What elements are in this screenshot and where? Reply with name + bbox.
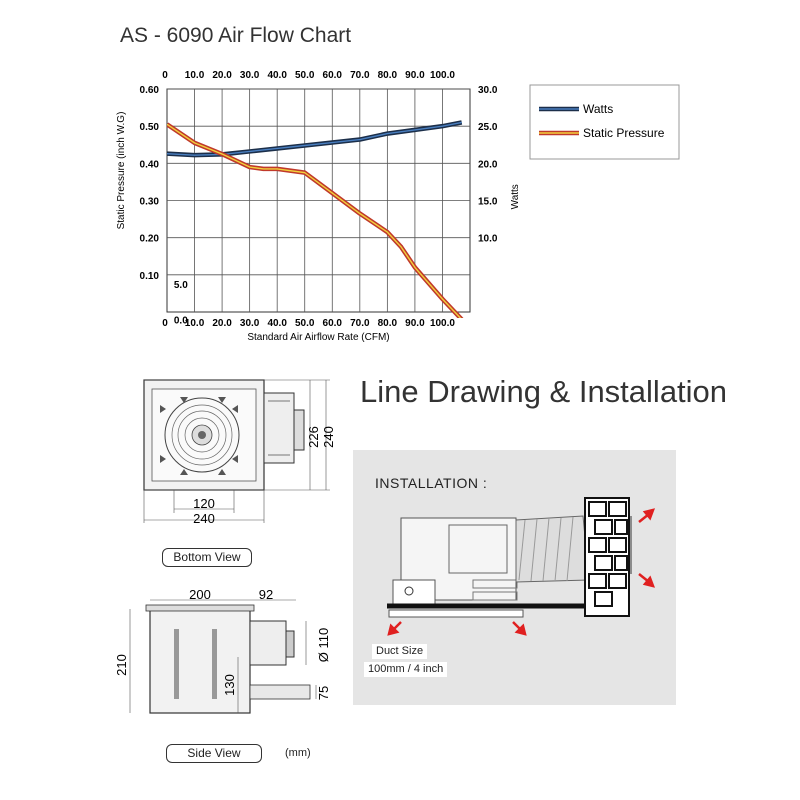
installation-title: INSTALLATION : <box>375 475 488 491</box>
side-view-label: Side View <box>166 744 262 763</box>
chart-title: AS - 6090 Air Flow Chart <box>120 24 352 47</box>
y-right-tick-label: 25.0 <box>478 122 498 134</box>
section-title: Line Drawing & Installation <box>360 374 728 409</box>
legend-label: Watts <box>583 102 614 116</box>
side-view-housing <box>150 609 250 713</box>
x-tick-label-bottom: 30.0 <box>239 318 260 329</box>
x-tick-label-bottom: 70.0 <box>350 318 370 329</box>
y-left-tick-label: 0.10 <box>139 270 159 282</box>
x-tick-label-top: 70.0 <box>350 70 370 81</box>
side-dim-200: 200 <box>189 587 211 602</box>
x-tick-label-bottom: 90.0 <box>405 318 425 329</box>
x-tick-label-top: 10.0 <box>184 70 205 81</box>
x-tick-label-bottom: 40.0 <box>267 318 287 329</box>
x-tick-label-top: 0 <box>162 70 168 81</box>
bottom-dim-240-height: 240 <box>321 426 336 448</box>
x-tick-label-bottom: 0 <box>162 318 168 329</box>
side-view-drawing <box>110 585 340 725</box>
install-flex-duct <box>516 516 589 582</box>
x-tick-label-top: 40.0 <box>267 70 287 81</box>
x-tick-label-top: 50.0 <box>294 70 315 81</box>
bottom-dim-226: 226 <box>306 426 321 448</box>
side-dim-75: 75 <box>316 685 331 701</box>
x-tick-label-bottom: 50.0 <box>294 318 315 329</box>
x-tick-label-top: 30.0 <box>239 70 260 81</box>
legend-label: Static Pressure <box>583 126 665 140</box>
x-tick-label-bottom: 20.0 <box>212 318 232 329</box>
y-right-tick-label: 30.0 <box>478 85 498 96</box>
y-left-tick-label: 0.20 <box>139 233 159 245</box>
side-dim-110: Ø 110 <box>316 627 331 663</box>
duct-size-value: 100mm / 4 inch <box>364 662 447 677</box>
side-dim-130: 130 <box>222 674 237 696</box>
bottom-view-drawing <box>130 375 340 535</box>
y-left-tick-label: 0.40 <box>139 159 159 171</box>
bottom-view-duct-box <box>264 393 294 463</box>
x-tick-label-bottom: 10.0 <box>184 318 205 329</box>
bottom-dim-240-width: 240 <box>193 511 215 526</box>
y-left-axis-label: Static Pressure (inch W.G) <box>116 111 127 230</box>
duct-size-label: Duct Size <box>372 644 427 659</box>
airflow-chart <box>0 60 800 350</box>
bottom-view-label: Bottom View <box>162 548 252 567</box>
y-right-tick-label: 20.0 <box>478 159 498 171</box>
x-tick-label-top: 60.0 <box>322 70 343 81</box>
y-right-axis-label: Watts <box>510 184 521 210</box>
legend-box <box>530 85 679 159</box>
y-left-tick-label: 0.60 <box>139 85 159 96</box>
y-right-tick-label: 10.0 <box>478 233 498 245</box>
unit-label: (mm) <box>285 747 311 759</box>
side-view-duct <box>250 621 286 665</box>
x-tick-label-bottom: 60.0 <box>322 318 343 329</box>
x-tick-label-bottom: 80.0 <box>377 318 398 329</box>
inner-label-5: 5.0 <box>173 280 188 292</box>
side-dim-92: 92 <box>258 587 274 602</box>
y-right-tick-label: 15.0 <box>478 196 498 208</box>
x-tick-label-bottom: 100.0 <box>429 318 455 329</box>
bottom-dim-120: 120 <box>193 496 215 511</box>
x-tick-label-top: 80.0 <box>377 70 398 81</box>
y-left-tick-label: 0.30 <box>139 196 159 208</box>
inner-label-0: 0.0 <box>173 315 188 327</box>
x-tick-label-top: 90.0 <box>405 70 425 81</box>
install-grille <box>389 610 523 617</box>
x-axis-label: Standard Air Airflow Rate (CFM) <box>247 332 390 343</box>
x-tick-label-top: 100.0 <box>429 70 455 81</box>
x-tick-label-top: 20.0 <box>212 70 232 81</box>
y-left-tick-label: 0.50 <box>139 122 159 134</box>
side-dim-210: 210 <box>114 654 129 676</box>
